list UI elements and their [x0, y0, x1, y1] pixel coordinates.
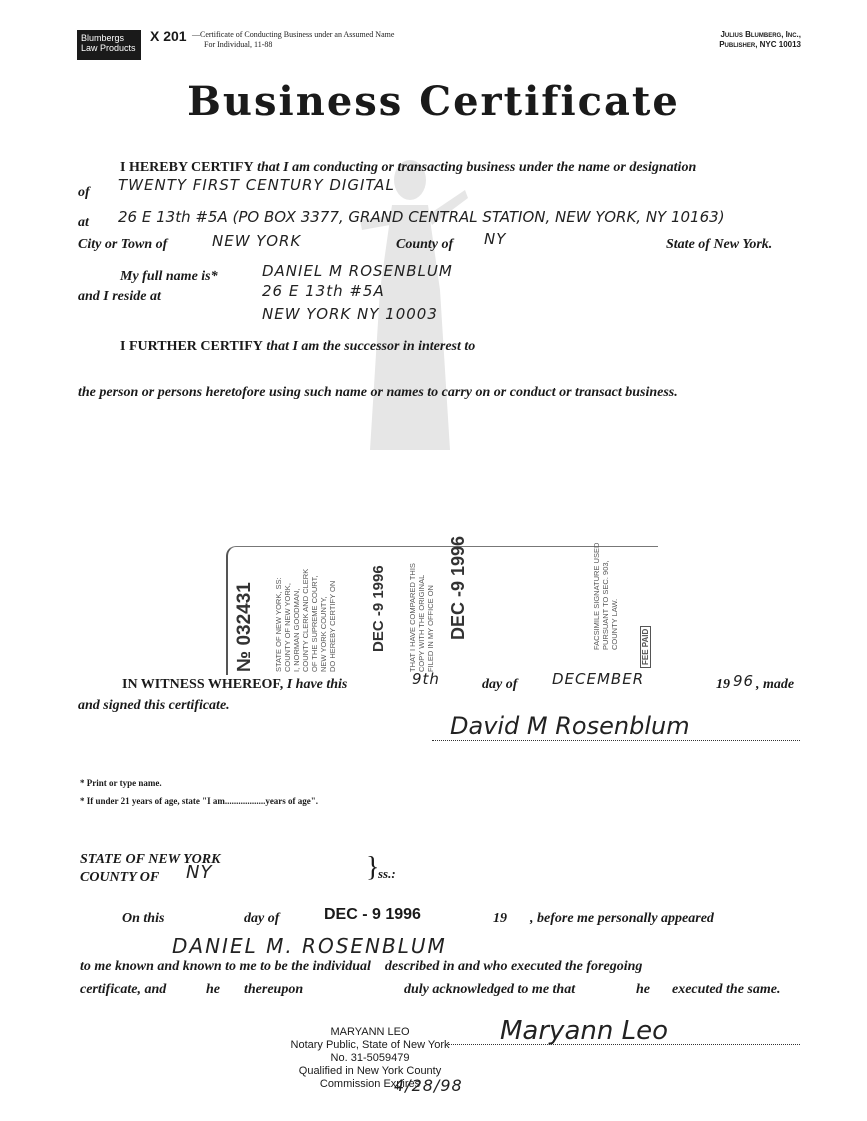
business-name: TWENTY FIRST CENTURY DIGITAL	[118, 176, 395, 194]
county-label: County of	[396, 237, 454, 252]
further-text: that I am the successor in interest to	[266, 339, 476, 354]
notary-state: STATE OF NEW YORK	[80, 852, 221, 867]
ack-text-3: duly acknowledged to me that	[404, 982, 576, 997]
signature-line	[432, 740, 800, 741]
notary-stamp-title: Notary Public, State of New York	[290, 1039, 450, 1051]
publisher-info	[719, 30, 801, 50]
notary-stamp-expires-label: Commission Expires	[319, 1078, 421, 1090]
business-address: 26 E 13th #5A (PO BOX 3377, GRAND CENTRAL STATION, NEW YORK, NY 10163)	[118, 208, 725, 226]
known-text: to me known and known to me to be the individual described in and who executed the foregoing	[80, 959, 643, 974]
notary-stamp-name: MARYANN LEO	[330, 1026, 410, 1038]
witness-lead-text: IN WITNESS WHEREOF,	[122, 677, 284, 692]
day-of-label: day of	[244, 911, 280, 926]
form-description	[192, 30, 394, 50]
stamp-date-2: DEC -9 1996	[448, 535, 468, 640]
witness-signature: David M Rosenblum	[450, 712, 690, 740]
county-value: NY	[484, 230, 507, 248]
publisher-line2: Publisher, NYC 10013	[719, 40, 801, 49]
further-lead: I FURTHER CERTIFY	[120, 339, 263, 354]
document-title: Business Certificate	[187, 78, 680, 125]
at-label: at	[78, 215, 89, 230]
ack-he-1: he	[206, 982, 220, 997]
witness-line2: and signed this certificate.	[78, 698, 230, 713]
appeared-text: , before me personally appeared	[530, 911, 714, 926]
compare-text	[408, 563, 435, 672]
witness-year-prefix: 19	[716, 677, 730, 692]
reside-label: and I reside at	[78, 289, 161, 304]
commission-expires-date: 4/28/98	[394, 1076, 463, 1095]
of-label: of	[78, 185, 90, 200]
clerk-text-line: STATE OF NEW YORK, SS:	[274, 577, 283, 672]
witness-day: 9th	[412, 670, 440, 688]
ack-text-4: executed the same.	[672, 982, 781, 997]
compare-text-line: FILED IN MY OFFICE ON	[426, 585, 435, 672]
certify-line	[120, 160, 696, 176]
residence-line2: NEW YORK NY 10003	[262, 305, 438, 323]
compare-text-line: THAT I HAVE COMPARED THIS	[408, 563, 417, 672]
clerk-text-line: COUNTY OF NEW YORK,	[283, 583, 292, 672]
witness-made: , made	[756, 677, 795, 692]
logo-text: Blumbergs Law Products	[81, 33, 136, 53]
clerk-text-line: I, NORMAN GOODMAN,	[292, 588, 301, 672]
ack-text-2: thereupon	[244, 982, 304, 997]
form-desc-line1: —Certificate of Conducting Business under an Assumed Name	[192, 30, 395, 39]
notary-county-value: NY	[186, 862, 213, 883]
publisher-line1: Julius Blumberg, Inc.,	[720, 30, 801, 39]
witness-lead	[122, 677, 347, 693]
ack-he-2: he	[636, 982, 650, 997]
city-value: NEW YORK	[212, 232, 302, 250]
clerk-text	[274, 569, 337, 672]
city-label: City or Town of	[78, 237, 168, 252]
footnote-1: * Print or type name.	[80, 778, 162, 788]
further-line2: the person or persons heretofore using such name or names to carry on or conduct or transact business.	[78, 385, 678, 400]
fee-paid-stamp: FEE PAID	[640, 626, 651, 668]
state-label: State of New York.	[666, 237, 773, 252]
clerk-text-line: COUNTY CLERK AND CLERK	[301, 568, 310, 672]
stamp-date-1: DEC -9 1996	[370, 565, 387, 652]
on-this-label: On this	[122, 911, 165, 926]
compare-text-line: COPY WITH THE ORIGINAL	[417, 574, 426, 672]
full-name-value: DANIEL M ROSENBLUM	[262, 262, 453, 280]
witness-month: DECEMBER	[552, 670, 645, 688]
full-name-label: My full name is*	[120, 269, 218, 284]
nineteen-label: 19	[493, 911, 507, 926]
ss-brace: }	[366, 852, 380, 883]
notary-county-label: COUNTY OF	[80, 870, 160, 885]
facsimile-text-line: PURSUANT TO SEC. 903,	[601, 560, 610, 650]
facsimile-text	[592, 543, 619, 650]
witness-text1: I have this	[286, 677, 348, 692]
facsimile-text-line: COUNTY LAW.	[610, 598, 619, 650]
notary-signature: Maryann Leo	[500, 1016, 668, 1046]
notary-date-stamp: DEC - 9 1996	[324, 906, 421, 923]
ss-label: ss.:	[378, 866, 396, 881]
notary-stamp-qualified: Qualified in New York County	[298, 1065, 442, 1077]
ack-text-1: certificate, and	[80, 982, 167, 997]
stamp-number: № 032431	[234, 582, 255, 672]
witness-day-of: day of	[482, 677, 518, 692]
facsimile-text-line: FACSIMILE SIGNATURE USED	[592, 542, 601, 650]
clerk-text-line: OF THE SUPREME COURT,	[310, 575, 319, 672]
clerk-text-line: NEW YORK COUNTY,	[319, 596, 328, 672]
form-code: X 201	[150, 28, 187, 44]
clerk-text-line: DO HEREBY CERTIFY ON	[328, 580, 337, 672]
residence-line1: 26 E 13th #5A	[262, 282, 385, 300]
further-line	[120, 339, 475, 355]
witness-year: 96	[733, 672, 755, 690]
footnote-2: * If under 21 years of age, state "I am..................years of age".	[80, 796, 319, 806]
appeared-person-name: DANIEL M. ROSENBLUM	[172, 934, 447, 958]
form-desc-line2: For Individual, 11-88	[204, 40, 273, 49]
certify-lead: I HEREBY CERTIFY	[120, 160, 254, 175]
certify-text: that I am conducting or transacting business under the name or designation	[257, 160, 697, 175]
publisher-logo	[77, 30, 141, 60]
notary-stamp-number: No. 31-5059479	[330, 1052, 410, 1064]
